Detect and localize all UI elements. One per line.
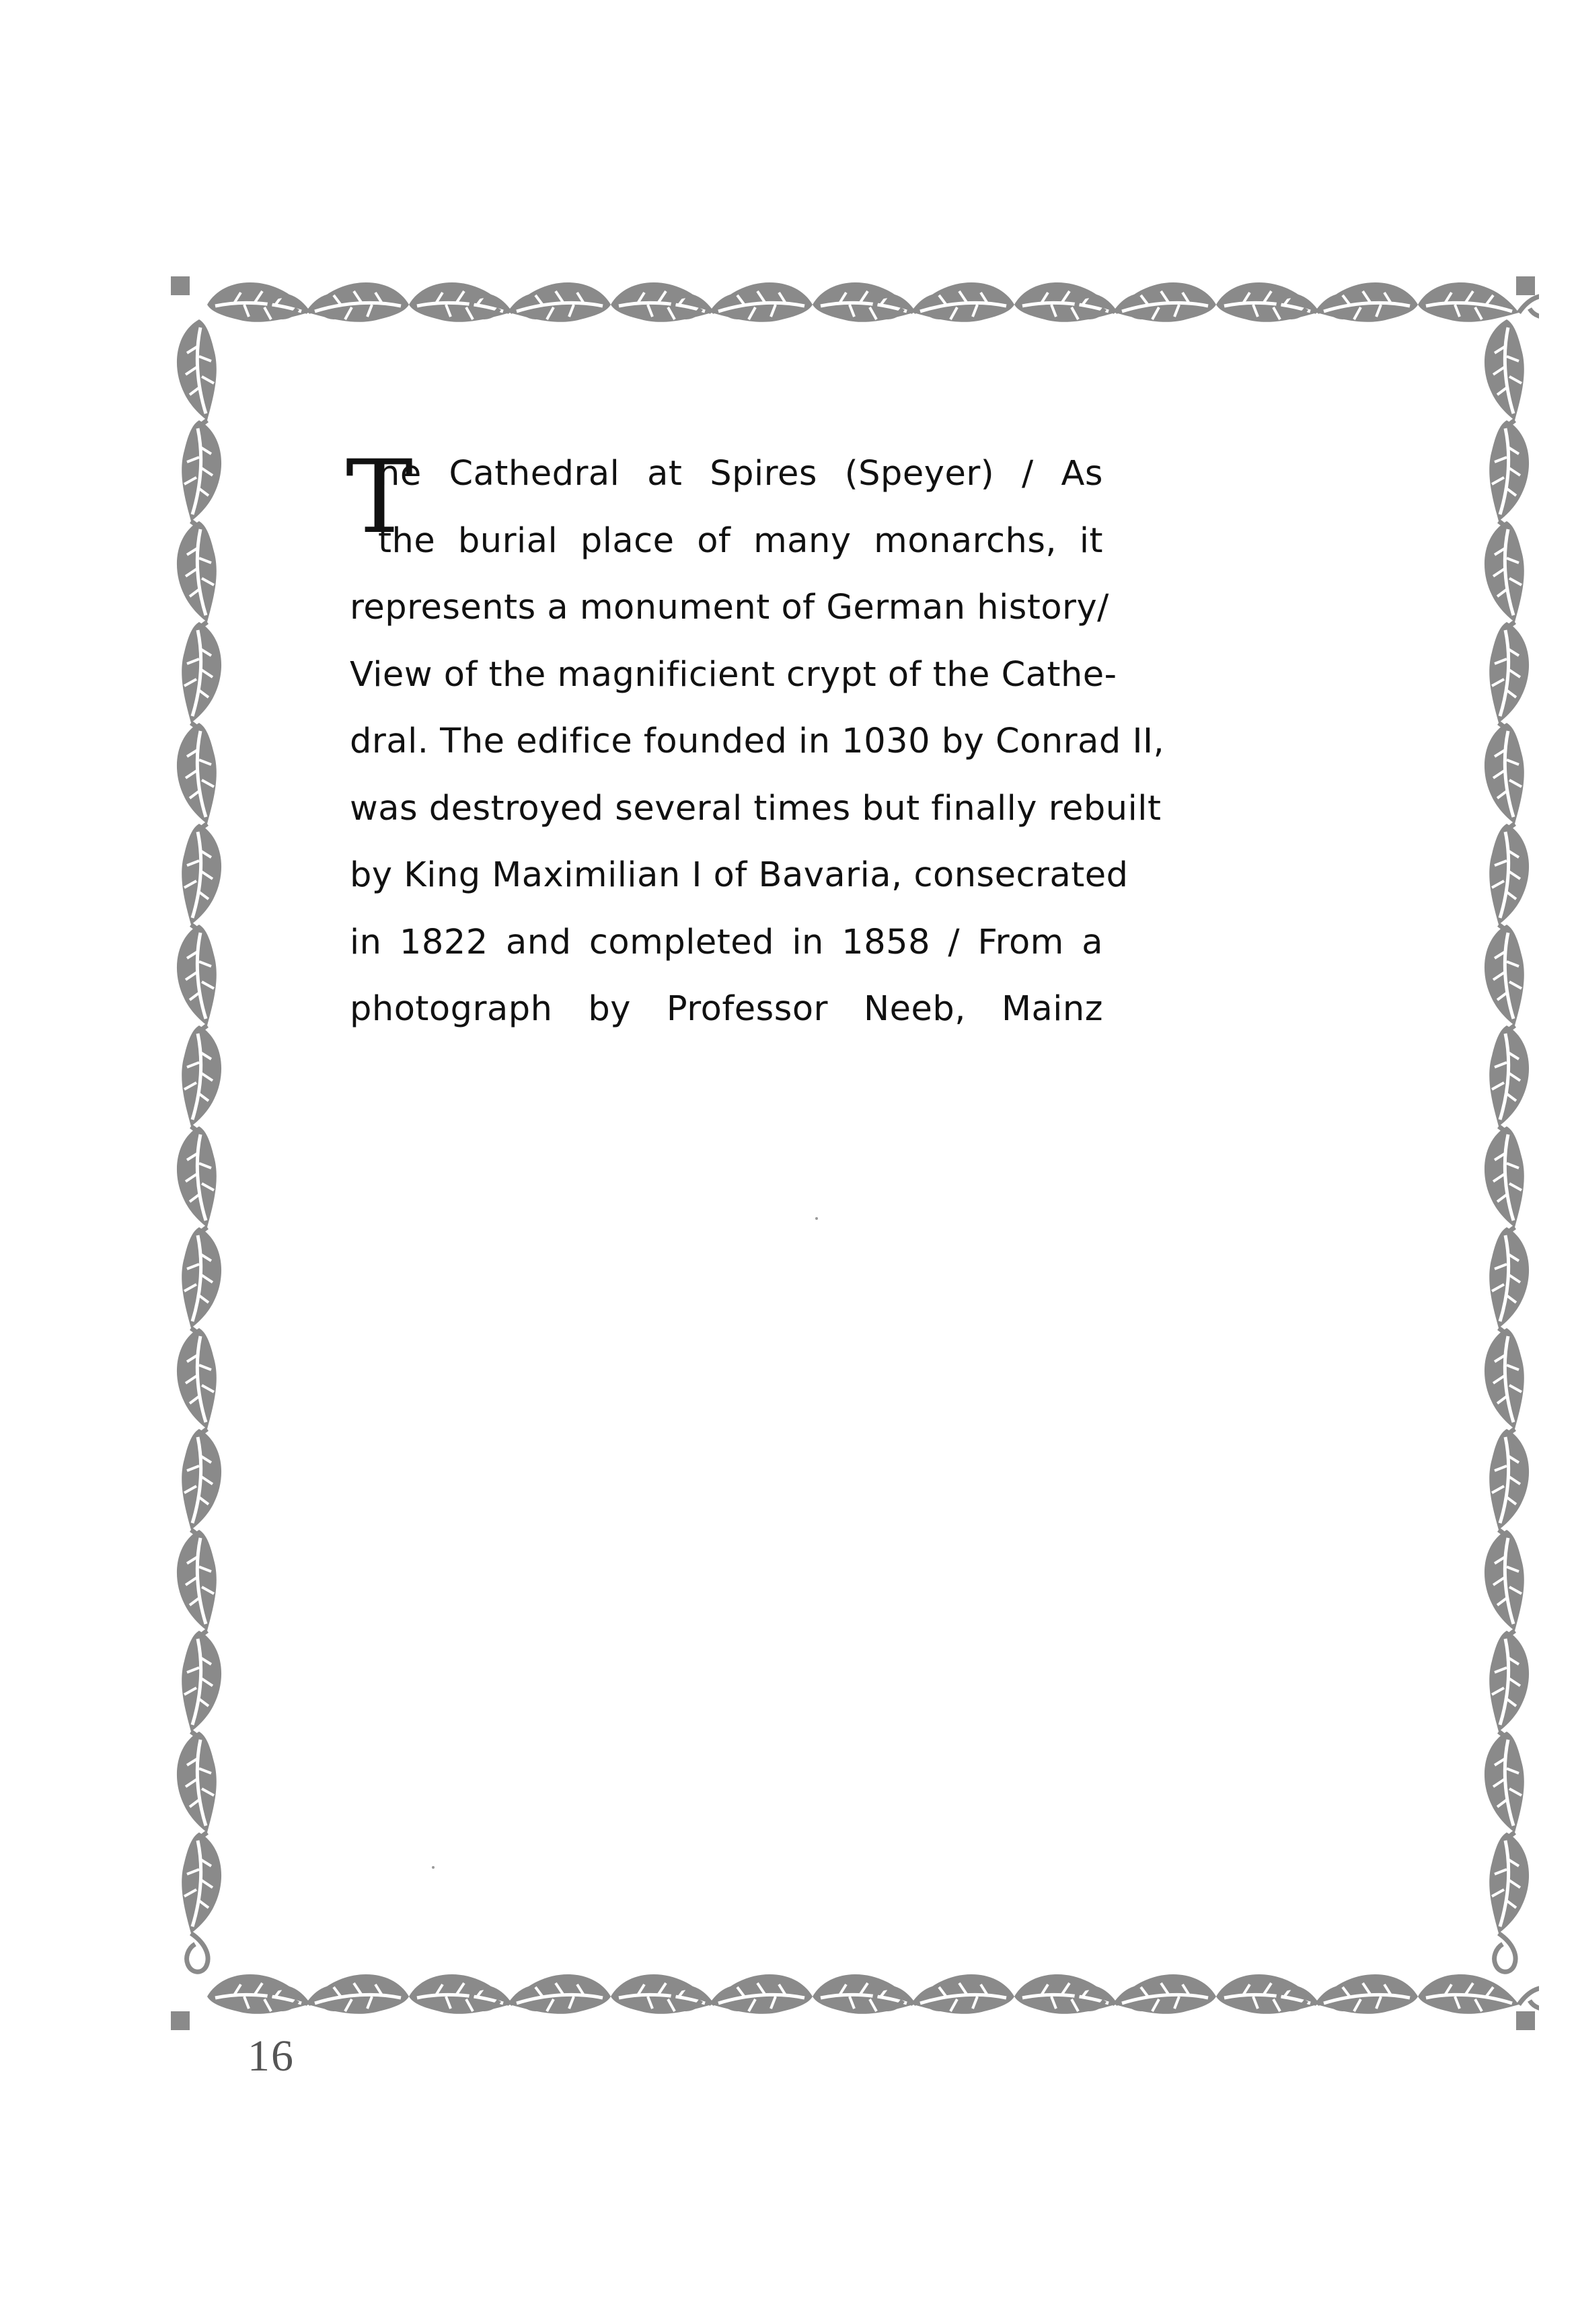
caption-line: photograph by Professor Neeb, Mainz xyxy=(350,989,1103,1029)
leaf-icon xyxy=(1489,1832,1529,1972)
caption-line: he Cathedral at Spires (Speyer) / As xyxy=(378,454,1103,494)
leaf-icon xyxy=(182,1832,221,1972)
caption-line: was destroyed several times but finally rebuilt xyxy=(350,788,1162,828)
page-number: 16 xyxy=(248,2031,295,2081)
paper-speck xyxy=(432,1866,435,1869)
caption-text-block xyxy=(346,439,1165,1043)
drop-cap: T xyxy=(346,439,414,556)
leaf-icon xyxy=(1418,1974,1539,2014)
caption-line: View of the magnificient crypt of the Cathe- xyxy=(350,654,1117,695)
paper-speck xyxy=(815,1217,818,1220)
caption-line: by King Maximilian I of Bavaria, consecrated xyxy=(350,855,1129,895)
caption-line: in 1822 and completed in 1858 / From a xyxy=(350,922,1103,962)
caption-line: the burial place of many monarchs, it xyxy=(378,520,1103,561)
caption-line: dral. The edifice founded in 1030 by Conrad II, xyxy=(350,722,1165,761)
caption-line: represents a monument of German history/ xyxy=(350,588,1109,627)
